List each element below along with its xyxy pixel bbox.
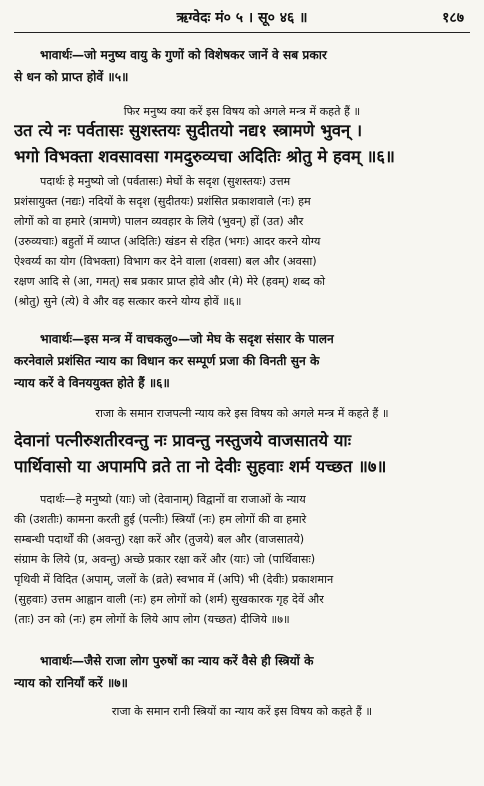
text-line: भावार्थः—जैसे राजा लोग पुरुषों का न्याय करें वैसे ही स्त्रियों के [40, 654, 314, 668]
bhavartha-7 [14, 650, 470, 694]
mantra-line: भगो विभक्ता शवसावसा गमदुरुव्यचा अदितिः श्रोतु मे हवम् ॥६॥ [14, 147, 395, 166]
page-number: १८७ [442, 10, 464, 26]
text-line: रक्षण आदि से (आ, गमत्) सब प्रकार प्राप्त होवे और (मे) मेरे (हवम्) शब्द को [14, 275, 325, 288]
text-line: (श्रोतु) सुने (त्ये) वे और वह सत्कार करने योग्य होवें ॥६॥ [14, 295, 242, 308]
text-line: लोगों को वा हमारे (त्रामणे) पालन व्यवहार के लिये (भुवन्) हों (उत) और [14, 215, 304, 228]
text-line: न्याय करें वे विनययुक्त होते हैं ॥६॥ [14, 376, 170, 390]
text-line: संग्राम के लिये (प्र, अवन्तु) अच्छे प्रकार रक्षा करें और (याः) जो (पार्थिवासः) [14, 553, 316, 566]
text-line: न्याय को रानियाँ करें ॥७॥ [14, 676, 128, 690]
mantra-line: उत त्ये नः पर्वतासः सुशस्तयः सुदीतयो नद्य१ स्त्रामणे भुवन् । [14, 121, 363, 140]
text-line: (उरुव्यचाः) बहुतों में व्याप्त (अदितिः) खंडन से रहित (भगः) आदर करने योग्य [14, 235, 321, 248]
text-line: (सुहवाः) उत्तम आह्वान वाली (नः) हम लोगों को (शर्म) सुखकारक गृह देवें और [14, 593, 324, 606]
text-line: पृथिवी में विदित (अपाम्, जलों के (व्रते) स्वभाव में (अपि) भी (देवीः) प्रकाशमान [14, 573, 334, 586]
intro-7: राजा के समान राजपत्नी न्याय करे इस विषय को अगले मन्त्र में कहते हैं ॥ [95, 407, 389, 420]
text-line: करनेवाले प्रशंसित न्याय का विधान कर सम्पूर्ण प्रजा की विनती सुन के [14, 354, 320, 368]
text-line: से धन को प्राप्त होवें ॥५॥ [14, 70, 129, 84]
mantra-6 [14, 118, 470, 170]
mantra-7 [14, 428, 470, 480]
running-header [14, 6, 470, 33]
header-title: ऋग्वेदः मं० ५ । सू० ४६ ॥ [176, 10, 308, 26]
text-line: सम्बन्धी पदार्थों की (अवन्तु) रक्षा करें और (तुजये) बल और (वाजसातये) [14, 533, 305, 546]
mantra-line: पार्थिवासो या अपामपि व्रते ता नो देवीः सुहवाः शर्म यच्छत ॥७॥ [14, 457, 387, 476]
text-line: पदार्थः हे मनुष्यो जो (पर्वतासः) मेघों के सदृश (सुशस्तयः) उत्तम [40, 175, 291, 188]
padartha-6 [14, 172, 470, 312]
mantra-line: देवानां पत्नीरुशतीरवन्तु नः प्रावन्तु नस्तुजये वाजसातये याः [14, 431, 352, 450]
bhavartha-5 [14, 44, 470, 88]
text-line: की (उशतीः) कामना करती हुई (पत्नीः) स्त्रियाँ (नः) हम लोगों की वा हमारे [14, 513, 307, 526]
text-line: पदार्थः—हे मनुष्यो (याः) जो (देवानाम्) विद्वानों वा राजाओं के न्याय [40, 493, 306, 506]
text-line: भावार्थः—इस मन्त्र में वाचकलु०—जो मेघ के सदृश संसार के पालन [40, 332, 334, 346]
text-line: प्रशंसायुक्त (नद्यः) नदियों के सदृश (सुदीतयः) प्रशंसित प्रकाशवाले (नः) हम [14, 195, 311, 208]
padartha-7 [14, 490, 470, 630]
intro-6: फिर मनुष्य क्या करें इस विषय को अगले मन्त्र में कहते हैं ॥ [123, 105, 361, 118]
bhavartha-6 [14, 328, 470, 394]
intro-8: राजा के समान रानी स्त्रियों का न्याय करें इस विषय को कहते हैं ॥ [111, 705, 373, 718]
text-line: (ताः) उन को (नः) हम लोगों के लिये आप लोग (यच्छत) दीजिये ॥७॥ [14, 613, 290, 626]
text-line: ऐश्वर्य्य का योग (विभक्ता) विभाग कर देने वाला (शवसा) बल और (अवसा) [14, 255, 317, 268]
text-line: भावार्थः—जो मनुष्य वायु के गुणों को विशेषकर जानें वे सब प्रकार [40, 48, 327, 62]
